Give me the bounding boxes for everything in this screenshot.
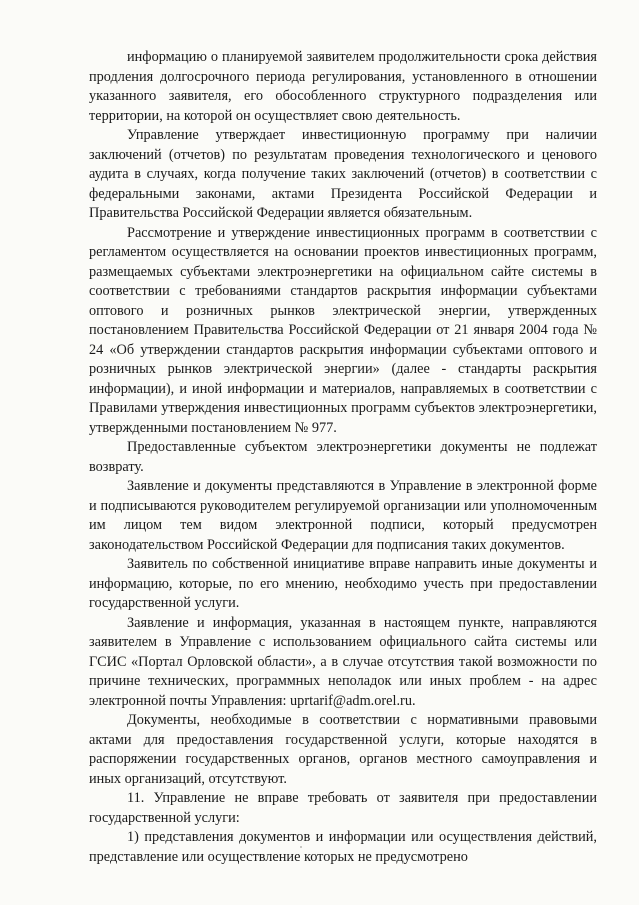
- paragraph-review-regulation: Рассмотрение и утверждение инвестиционных программ в соответствии с регламентом осуществляется на основании проектов инвестиционных программ, размещаемых субъектами электроэнергетики на официальном сайте системы в соответствии с требованиями стандартов раскрытия информации субъектами оптового и розничных рынков электрической энергии, утвержденных постановлением Правительства Российской Федерации от 21 января 2004 года № 24 «Об утверждении стандартов раскрытия информации субъектами оптового и розничных рынков электрической энергии» (далее - стандарты раскрытия информации), и иной информации и материалов, направляемых в соответствии с Правилами утверждения инвестиционных программ субъектов электроэнергетики, утвержденными постановлением № 977.: [89, 224, 597, 436]
- paragraph-investment-program-approval: Управление утверждает инвестиционную программу при наличии заключений (отчетов) по результатам проведения технологического и ценового аудита в случаях, когда получение таких заключений (отчетов) в соответствии с федеральными законами, актами Президента Российской Федерации и Правительства Российской Федерации является обязательным.: [89, 127, 597, 221]
- paragraph-documents-not-returned: Предоставленные субъектом электроэнергетики документы не подлежат возврату.: [89, 439, 597, 475]
- paragraph-submission-channels: Заявление и информация, указанная в настоящем пункте, направляются заявителем в Управление с использованием официального сайта системы или ГСИС «Портал Орловской области», а в случае отсутствия такой возможности по причине технических, программных неполадок или иных проблем - на адрес электронной почты Управления: uprtarif@adm.orel.ru.: [89, 614, 597, 709]
- paragraph-electronic-submission: Заявление и документы представляются в Управление в электронной форме и подписываются руководителем регулируемой организации или уполномоченным им лицом тем видом электронной подписи, который предусмотрен законодательством Российской Федерации для подписания таких документов.: [89, 478, 597, 553]
- paragraph-item-11: 11. Управление не вправе требовать от заявителя при предоставлении государственной услуги:: [89, 790, 597, 826]
- paragraph-documents-from-authorities: Документы, необходимые в соответствии с нормативными правовыми актами для предоставления государственной услуги, которые находятся в распоряжении государственных органов, органов местного самоуправления и иных организаций, отсутствуют.: [89, 712, 597, 787]
- paragraph-own-initiative: Заявитель по собственной инициативе вправе направить иные документы и информацию, которые, по его мнению, необходимо учесть при предоставлении государственной услуги.: [89, 556, 597, 611]
- document-page: [89, 48, 597, 867]
- paragraph-audit-period-info: информацию о планируемой заявителем продолжительности срока действия продления долгосрочного периода регулирования, установленного в отношении указанного заявителя, его обособленного структурного подразделения или территории, на которой он осуществляет свою деятельность.: [89, 49, 597, 124]
- paragraph-subitem-1: 1) представления документов и информации или осуществления действий, представление или осуществление которых не предусмотрено: [89, 829, 597, 865]
- scan-speck: [300, 846, 302, 848]
